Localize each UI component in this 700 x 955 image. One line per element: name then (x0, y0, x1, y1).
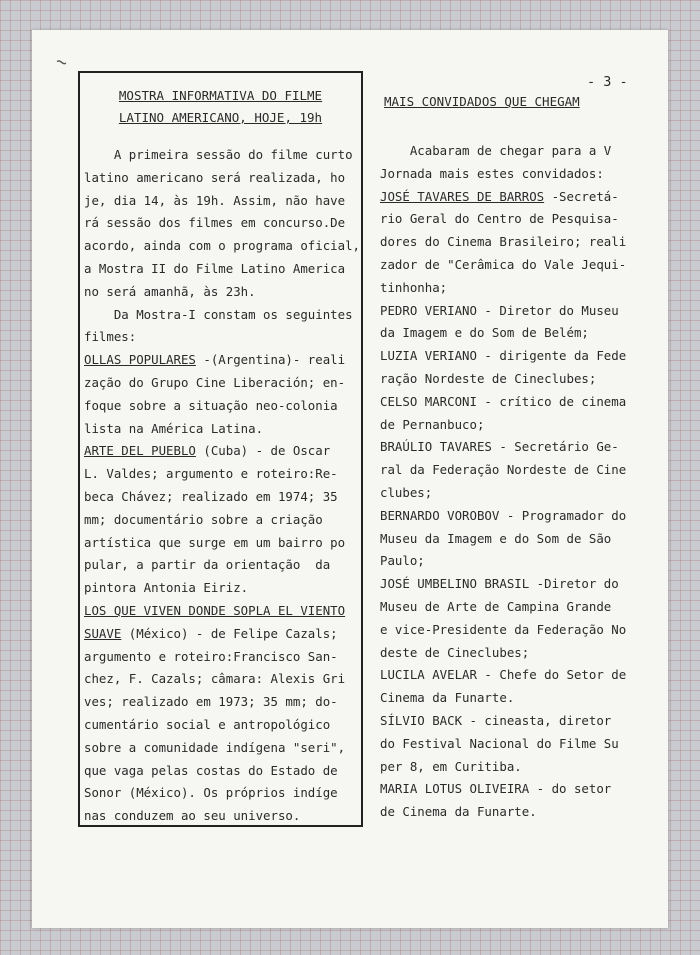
text-line: lista na América Latina. (84, 420, 264, 436)
text-line: mm; documentário sobre a criação (84, 511, 323, 527)
text-line: CELSO MARCONI - crítico de cinema (380, 393, 627, 409)
convidados-title: MAIS CONVIDADOS QUE CHEGAM (384, 94, 580, 109)
text-line: de Pernanbuco; (380, 416, 485, 432)
underlined-title: JOSÉ TAVARES DE BARROS (380, 188, 545, 204)
text-line: Jornada mais estes convidados: (380, 165, 604, 181)
text-line: Museu da Imagem e do Som de São (380, 530, 612, 546)
text-line: Cinema da Funarte. (380, 690, 515, 706)
text-line (84, 440, 360, 463)
text-line: filmes: (84, 329, 137, 345)
text-line: BERNARDO VOROBOV - Programador do (380, 507, 627, 523)
text-line: pintora Antonia Eiriz. (84, 580, 249, 596)
page-number: - 3 - (587, 74, 628, 90)
pencil-mark-icon: ∼ (53, 50, 70, 75)
text-line (380, 186, 626, 209)
text-line: Sonor (México). Os próprios indíge (84, 785, 338, 801)
text-line: pular, a partir da orientação da (84, 557, 331, 573)
text-line: Museu de Arte de Campina Grande (380, 598, 612, 614)
text-line: dores do Cinema Brasileiro; reali (380, 234, 627, 250)
text-line (84, 623, 360, 646)
text-line: beca Chávez; realizado em 1974; 35 (84, 488, 338, 504)
line-rest: -Secretá- (544, 188, 619, 204)
text-line: Paulo; (380, 553, 425, 569)
text-line: foque sobre a situação neo-colonia (84, 397, 338, 413)
text-line: argumento e roteiro:Francisco San- (84, 648, 338, 664)
text-line: PEDRO VERIANO - Diretor do Museu (380, 302, 619, 318)
box-title (80, 85, 361, 129)
text-line: de Cinema da Funarte. (380, 804, 537, 820)
text-line: ração Nordeste de Cineclubes; (380, 370, 597, 386)
text-line: latino americano será realizada, ho (84, 169, 346, 185)
underlined-title: SUAVE (84, 625, 122, 641)
mostra-body-text (84, 144, 360, 828)
box-title-line-1: MOSTRA INFORMATIVA DO FILME (118, 88, 323, 103)
text-line (84, 600, 360, 623)
text-line (84, 349, 360, 372)
text-line: je, dia 14, às 19h. Assim, não have (84, 192, 346, 208)
text-line: rio Geral do Centro de Pesquisa- (380, 211, 619, 227)
text-line: Acabaram de chegar para a V (380, 143, 612, 158)
mostra-informativa-box (78, 71, 363, 827)
box-title-line-2: LATINO AMERICANO, HOJE, 19h (118, 110, 323, 125)
text-line: no será amanhã, às 23h. (84, 283, 256, 299)
text-line: deste de Cineclubes; (380, 644, 530, 660)
text-line: rá sessão dos filmes em concurso.De (84, 215, 346, 231)
text-line: L. Valdes; argumento e roteiro:Re- (84, 466, 338, 482)
underlined-title: OLLAS POPULARES (84, 352, 196, 368)
text-line: ves; realizado em 1973; 35 mm; do- (84, 694, 338, 710)
text-line: zação do Grupo Cine Liberación; en- (84, 374, 346, 390)
text-line: tinhonha; (380, 279, 448, 295)
text-line: do Festival Nacional do Filme Su (380, 735, 619, 751)
text-line: e vice-Presidente da Federação No (380, 621, 627, 637)
underlined-title: LOS QUE VIVEN DONDE SOPLA EL VIENTO (84, 602, 346, 618)
text-line: a Mostra II do Filme Latino America (84, 260, 346, 276)
text-line: BRAÚLIO TAVARES - Secretário Ge- (380, 439, 619, 455)
text-line: LUZIA VERIANO - dirigente da Fede (380, 348, 627, 364)
text-line: acordo, ainda com o programa oficial, (84, 238, 361, 254)
text-line: ral da Federação Nordeste de Cine (380, 462, 627, 478)
text-line: SÍLVIO BACK - cineasta, diretor (380, 712, 612, 728)
text-line: zador de "Cerâmica do Vale Jequi- (380, 256, 627, 272)
text-line: MARIA LOTUS OLIVEIRA - do setor (380, 781, 612, 797)
text-line: da Imagem e do Som de Belém; (380, 325, 589, 341)
text-line: que vaga pelas costas do Estado de (84, 762, 338, 778)
text-line: JOSÉ UMBELINO BRASIL -Diretor do (380, 576, 619, 592)
document-page (32, 30, 668, 928)
text-line: chez, F. Cazals; câmara: Alexis Gri (84, 671, 346, 687)
convidados-body-text (380, 140, 626, 824)
underlined-title: ARTE DEL PUEBLO (84, 443, 196, 459)
text-line: sobre a comunidade indígena "seri", (84, 739, 346, 755)
line-rest: -(Argentina)- reali (195, 352, 346, 368)
text-line: artística que surge em um bairro po (84, 534, 346, 550)
text-line: per 8, em Curitiba. (380, 758, 522, 774)
line-rest: (Cuba) - de Oscar (195, 443, 331, 459)
text-line: LUCILA AVELAR - Chefe do Setor de (380, 667, 627, 683)
text-line: Da Mostra-I constam os seguintes (84, 306, 353, 322)
text-line: clubes; (380, 484, 433, 500)
line-rest: (México) - de Felipe Cazals; (121, 625, 338, 641)
text-line: cumentário social e antropológico (84, 716, 331, 732)
text-line: A primeira sessão do filme curto (84, 147, 353, 162)
text-line: nas conduzem ao seu universo. (84, 808, 301, 824)
